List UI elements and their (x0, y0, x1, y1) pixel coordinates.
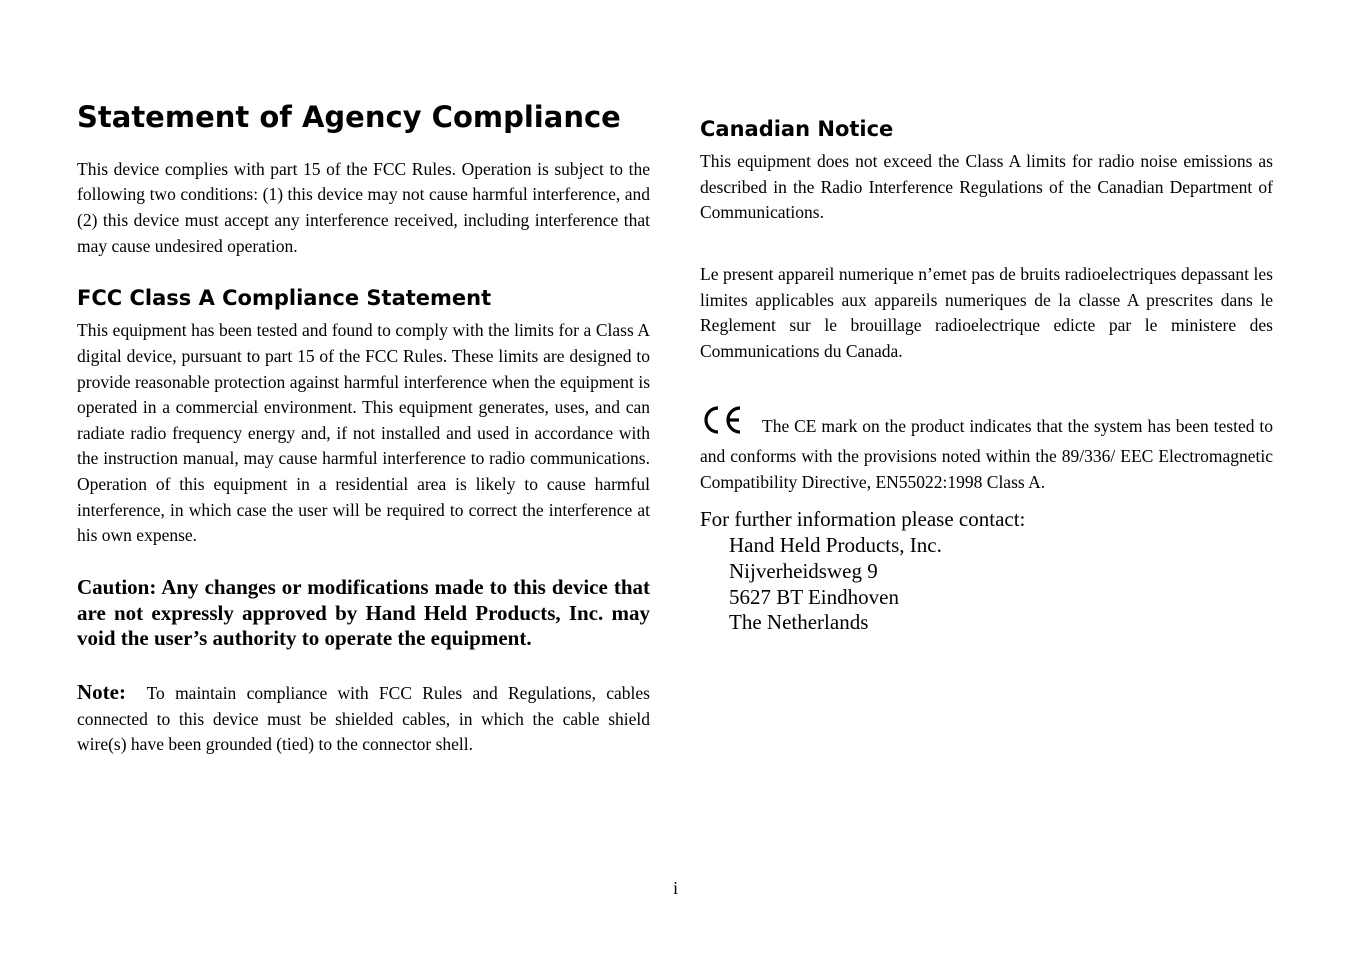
canadian-notice-heading: Canadian Notice (700, 117, 894, 141)
note-text: To maintain compliance with FCC Rules and Regulations, cables connected to this device must be shielded cables, in which the cable shield wire(s) have been grounded (tied) to the connector shell. (77, 683, 650, 755)
contact-street: Nijverheidsweg 9 (729, 558, 878, 583)
contact-city: 5627 BT Eindhoven (729, 584, 899, 609)
fcc-class-a-heading: FCC Class A Compliance Statement (77, 286, 492, 311)
ce-mark-icon (700, 404, 744, 444)
contact-block (700, 507, 1273, 636)
contact-country: The Netherlands (729, 610, 869, 635)
canadian-notice-french: Le present appareil numerique n’emet pas de bruits radioelectriques depassant les limites applicables aux appareils numeriques de la classe A prescrites dans le Reglement sur le brouillage radioelectrique edicte par le ministere des Communications du Canada. (700, 264, 1273, 361)
contact-intro: For further information please contact: (700, 507, 1026, 532)
fcc-intro-paragraph: This device complies with part 15 of the FCC Rules. Operation is subject to the following two conditions: (1) this device may not cause harmful interference, and (2) this device must accept any interference received, including interference that may cause undesired operation. (77, 158, 650, 256)
contact-company: Hand Held Products, Inc. (729, 533, 942, 558)
page-number: i (673, 878, 678, 898)
caution-paragraph: Caution: Any changes or modifications made to this device that are not expressly approved by Hand Held Products, Inc. may void the user’s authority to operate the equipment. (77, 574, 650, 651)
note-paragraph (77, 680, 650, 758)
ce-paragraph (700, 404, 1273, 495)
page-title: Statement of Agency Compliance (77, 100, 621, 134)
note-label: Note: (77, 680, 126, 705)
fcc-class-a-paragraph: This equipment has been tested and found to comply with the limits for a Class A digital device, pursuant to part 15 of the FCC Rules. These limits are designed to provide reasonable protection against harmful interference when the equipment is operated in a commercial environment. This equipment generates, uses, and can radiate radio frequency energy and, if not installed and used in accordance with the instruction manual, may cause harmful interference to radio communications. Operation of this equipment in a residential area is likely to cause harmful interference, in which case the user will be required to correct the interference at his own expense. (77, 320, 650, 546)
ce-text: The CE mark on the product indicates that the system has been tested to and conforms with the provisions noted within the 89/336/ EEC Electromagnetic Compatibility Directive, EN55022:1998 Class A. (700, 416, 1273, 492)
left-column (77, 100, 650, 758)
right-column (700, 116, 1273, 636)
canadian-notice-english: This equipment does not exceed the Class A limits for radio noise emissions as described in the Radio Interference Regulations of the Canadian Department of Communications. (700, 151, 1273, 223)
